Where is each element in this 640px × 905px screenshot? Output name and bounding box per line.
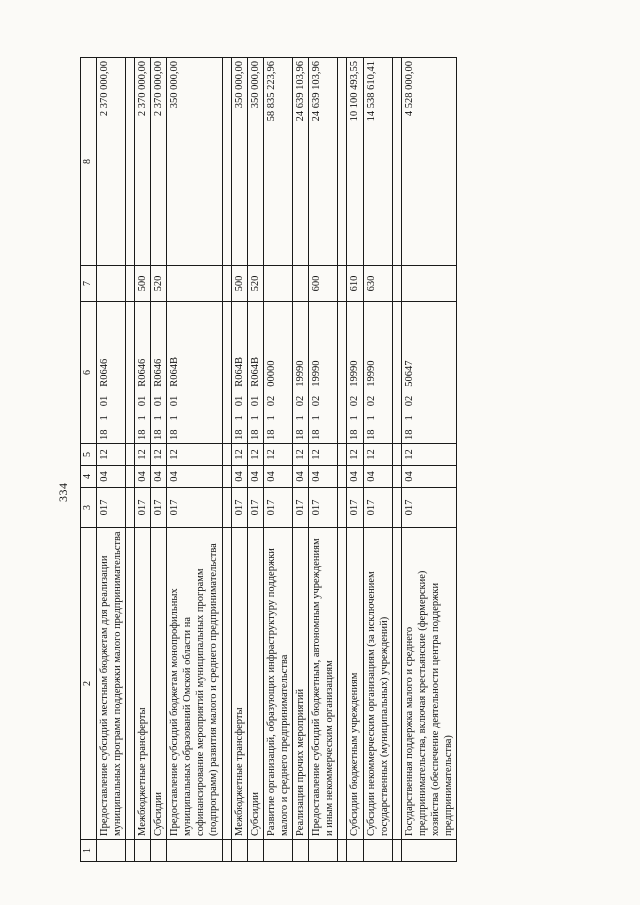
target-article-parts: [99, 359, 110, 440]
target-article-parts: [349, 361, 360, 441]
spacer-cell: [125, 528, 134, 840]
spacer-cell: [392, 302, 401, 444]
row-section: 04: [401, 466, 457, 488]
row-section: 04: [293, 466, 309, 488]
target-article-parts: [153, 359, 164, 440]
target-article-part: 18: [169, 429, 180, 440]
row-admin-code: 017: [150, 488, 166, 528]
row-admin-code: 017: [309, 488, 338, 528]
target-article-part: 1: [152, 415, 164, 421]
row-name: Субсидии бюджетным учреждениям: [347, 528, 363, 840]
target-article-part: 1: [233, 415, 245, 421]
row-target-article: [293, 302, 309, 444]
target-article-part: 01: [233, 395, 245, 407]
target-article-part: 01: [249, 395, 261, 407]
budget-table: [80, 57, 457, 862]
target-article-part: 01: [152, 395, 164, 407]
page-number: 334: [56, 482, 70, 502]
spacer-cell: [338, 266, 347, 302]
target-article-part: 19990: [311, 360, 323, 387]
row-index-cell: [347, 840, 363, 862]
column-number: 3: [81, 488, 97, 528]
column-number: 1: [81, 840, 97, 862]
row-section: 04: [167, 466, 223, 488]
row-name: Субсидии: [150, 528, 166, 840]
target-article-part: R064В: [233, 356, 245, 387]
target-article-parts: [266, 361, 277, 441]
target-article-part: 18: [233, 429, 245, 440]
row-name: Межбюджетные трансферты: [231, 528, 247, 840]
row-expense-type: [263, 266, 292, 302]
row-index-cell: [247, 840, 263, 862]
row-amount: 4 528 000,00: [401, 58, 457, 266]
row-name: Предоставление субсидий местным бюджетам для реализации муниципальных программ поддержки малого предпринимательства: [96, 528, 125, 840]
spacer-cell: [392, 266, 401, 302]
target-article-part: R0646: [152, 358, 164, 387]
row-target-article: [263, 302, 292, 444]
row-target-article: [96, 302, 125, 444]
table-row: [263, 58, 292, 862]
spacer-cell: [125, 58, 134, 266]
spacer-cell: [392, 444, 401, 466]
table-row: [96, 58, 125, 862]
row-expense-type: 500: [231, 266, 247, 302]
row-section: 04: [309, 466, 338, 488]
table-row: [363, 58, 392, 862]
target-article-parts: [366, 361, 377, 441]
spacer-cell: [392, 466, 401, 488]
row-expense-type: 500: [134, 266, 150, 302]
row-amount: 2 370 000,00: [96, 58, 125, 266]
row-name: Субсидии некоммерческим организациям (за исключением государственных (муниципальных) учреждений): [363, 528, 392, 840]
spacer-cell: [125, 266, 134, 302]
target-article-part: 1: [169, 415, 180, 421]
row-index-cell: [231, 840, 247, 862]
row-name: Реализация прочих мероприятий: [293, 528, 309, 840]
row-admin-code: 017: [247, 488, 263, 528]
target-article-part: 01: [136, 395, 148, 407]
row-name: Субсидии: [247, 528, 263, 840]
spacer-cell: [125, 444, 134, 466]
row-amount: 58 835 223,96: [263, 58, 292, 266]
target-article-part: 1: [349, 415, 361, 421]
row-amount: 350 000,00: [167, 58, 223, 266]
target-article-part: 18: [295, 429, 306, 440]
spacer-cell: [392, 58, 401, 266]
column-number: 8: [81, 58, 97, 266]
row-admin-code: 017: [134, 488, 150, 528]
row-subsection: 12: [231, 444, 247, 466]
column-number: 7: [81, 266, 97, 302]
row-index-cell: [96, 840, 125, 862]
target-article-part: 18: [349, 429, 361, 440]
target-article-part: 1: [365, 415, 377, 421]
row-expense-type: [293, 266, 309, 302]
spacer-cell: [338, 488, 347, 528]
row-section: 04: [263, 466, 292, 488]
row-subsection: 12: [96, 444, 125, 466]
row-target-article: [363, 302, 392, 444]
row-admin-code: 017: [167, 488, 223, 528]
column-number: 5: [81, 444, 97, 466]
table-row: [347, 58, 363, 862]
row-target-article: [347, 302, 363, 444]
row-subsection: 12: [363, 444, 392, 466]
spacer-cell: [338, 528, 347, 840]
spacer-cell: [222, 266, 231, 302]
table-row: [401, 58, 457, 862]
table-row: [231, 58, 247, 862]
rotated-page: [56, 58, 538, 862]
target-article-part: 1: [265, 415, 277, 421]
target-article-part: R0646: [136, 358, 148, 387]
row-subsection: 12: [347, 444, 363, 466]
row-amount: 350 000,00: [247, 58, 263, 266]
row-name: Межбюджетные трансферты: [134, 528, 150, 840]
row-subsection: 12: [263, 444, 292, 466]
row-spacer: [338, 58, 347, 862]
row-subsection: 12: [150, 444, 166, 466]
target-article-part: 1: [98, 415, 110, 421]
target-article-part: 02: [265, 395, 277, 407]
row-expense-type: 520: [247, 266, 263, 302]
row-index-cell: [263, 840, 292, 862]
spacer-cell: [392, 488, 401, 528]
row-admin-code: 017: [347, 488, 363, 528]
spacer-cell: [222, 840, 231, 862]
row-subsection: 12: [293, 444, 309, 466]
spacer-cell: [125, 302, 134, 444]
row-index-cell: [401, 840, 457, 862]
row-expense-type: [167, 266, 223, 302]
target-article-part: 01: [98, 395, 110, 407]
row-amount: 10 100 493,55: [347, 58, 363, 266]
row-expense-type: [401, 266, 457, 302]
target-article-part: 18: [98, 429, 110, 440]
table-row: [150, 58, 166, 862]
target-article-parts: [311, 361, 322, 441]
row-admin-code: 017: [231, 488, 247, 528]
target-article-part: 18: [249, 429, 261, 440]
target-article-part: R064В: [169, 356, 180, 387]
target-article-part: R064В: [249, 356, 261, 387]
row-subsection: 12: [309, 444, 338, 466]
row-amount: 350 000,00: [231, 58, 247, 266]
target-article-part: 1: [136, 415, 148, 421]
table-body: [96, 58, 457, 862]
row-target-article: [167, 302, 223, 444]
row-amount: 2 370 000,00: [150, 58, 166, 266]
target-article-part: R0646: [98, 358, 110, 387]
target-article-part: 1: [295, 415, 306, 421]
spacer-cell: [338, 444, 347, 466]
row-target-article: [231, 302, 247, 444]
row-index-cell: [150, 840, 166, 862]
target-article-part: 18: [365, 429, 377, 440]
row-name: Развитие организаций, образующих инфраструктуру поддержки малого и среднего предпринимательства: [263, 528, 292, 840]
target-article-part: 02: [295, 395, 306, 407]
row-amount: 2 370 000,00: [134, 58, 150, 266]
row-name: Предоставление субсидий бюджетным, автономным учреждениям и иным некоммерческим организациям: [309, 528, 338, 840]
table-row: [247, 58, 263, 862]
row-index-cell: [134, 840, 150, 862]
target-article-part: 1: [403, 415, 415, 421]
row-subsection: 12: [134, 444, 150, 466]
target-article-part: 00000: [265, 360, 277, 387]
target-article-parts: [234, 357, 245, 440]
row-section: 04: [134, 466, 150, 488]
spacer-cell: [338, 466, 347, 488]
row-admin-code: 017: [263, 488, 292, 528]
table-row: [293, 58, 309, 862]
table-row: [309, 58, 338, 862]
row-section: 04: [247, 466, 263, 488]
table-row: [167, 58, 223, 862]
row-expense-type: [96, 266, 125, 302]
row-expense-type: 600: [309, 266, 338, 302]
target-article-parts: [169, 357, 180, 440]
spacer-cell: [392, 528, 401, 840]
target-article-parts: [404, 361, 415, 441]
target-article-part: 18: [136, 429, 148, 440]
target-article-part: 02: [365, 395, 377, 407]
row-subsection: 12: [247, 444, 263, 466]
spacer-cell: [125, 840, 134, 862]
row-spacer: [392, 58, 401, 862]
row-subsection: 12: [401, 444, 457, 466]
row-name: Государственная поддержка малого и среднего предпринимательства, включая крестьянские (фермерские) хозяйства (обеспечение деятельности центра поддержки предпринимательства): [401, 528, 457, 840]
spacer-cell: [125, 466, 134, 488]
target-article-part: 18: [311, 429, 323, 440]
spacer-cell: [222, 466, 231, 488]
spacer-cell: [222, 488, 231, 528]
row-amount: 24 639 103,96: [309, 58, 338, 266]
row-expense-type: 630: [363, 266, 392, 302]
row-section: 04: [96, 466, 125, 488]
row-index-cell: [309, 840, 338, 862]
row-index-cell: [363, 840, 392, 862]
target-article-part: 01: [169, 395, 180, 407]
row-subsection: 12: [167, 444, 223, 466]
row-target-article: [247, 302, 263, 444]
spacer-cell: [392, 840, 401, 862]
target-article-part: 19990: [365, 360, 377, 387]
row-expense-type: 610: [347, 266, 363, 302]
target-article-part: 18: [265, 429, 277, 440]
table-row: [134, 58, 150, 862]
column-number-row: [81, 58, 97, 862]
row-expense-type: 520: [150, 266, 166, 302]
row-section: 04: [363, 466, 392, 488]
row-section: 04: [150, 466, 166, 488]
row-index-cell: [167, 840, 223, 862]
row-target-article: [134, 302, 150, 444]
target-article-part: 50647: [403, 360, 415, 387]
spacer-cell: [222, 302, 231, 444]
target-article-parts: [250, 357, 261, 440]
row-admin-code: 017: [96, 488, 125, 528]
target-article-part: 19990: [295, 360, 306, 387]
row-target-article: [309, 302, 338, 444]
target-article-part: 02: [349, 395, 361, 407]
target-article-part: 02: [311, 395, 323, 407]
target-article-part: 18: [152, 429, 164, 440]
target-article-parts: [137, 359, 148, 440]
row-amount: 14 538 610,41: [363, 58, 392, 266]
column-number: 6: [81, 302, 97, 444]
row-index-cell: [293, 840, 309, 862]
row-admin-code: 017: [293, 488, 309, 528]
spacer-cell: [338, 840, 347, 862]
row-target-article: [150, 302, 166, 444]
spacer-cell: [222, 58, 231, 266]
target-article-part: 19990: [349, 360, 361, 387]
row-section: 04: [347, 466, 363, 488]
column-number: 2: [81, 528, 97, 840]
spacer-cell: [222, 528, 231, 840]
row-admin-code: 017: [363, 488, 392, 528]
row-spacer: [125, 58, 134, 862]
row-amount: 24 639 103,96: [293, 58, 309, 266]
target-article-part: 1: [249, 415, 261, 421]
spacer-cell: [125, 488, 134, 528]
target-article-part: 1: [311, 415, 323, 421]
row-admin-code: 017: [401, 488, 457, 528]
target-article-part: 02: [403, 395, 415, 407]
spacer-cell: [222, 444, 231, 466]
target-article-part: 18: [403, 429, 415, 440]
spacer-cell: [338, 58, 347, 266]
spacer-cell: [338, 302, 347, 444]
row-name: Предоставление субсидий бюджетам монопрофильных муниципальных образований Омской области на софинансирование мероприятий муниципальных программ (подпрограмм) развития малого и среднего предпринимательства: [167, 528, 223, 840]
row-target-article: [401, 302, 457, 444]
row-section: 04: [231, 466, 247, 488]
row-spacer: [222, 58, 231, 862]
target-article-parts: [295, 361, 306, 441]
column-number: 4: [81, 466, 97, 488]
